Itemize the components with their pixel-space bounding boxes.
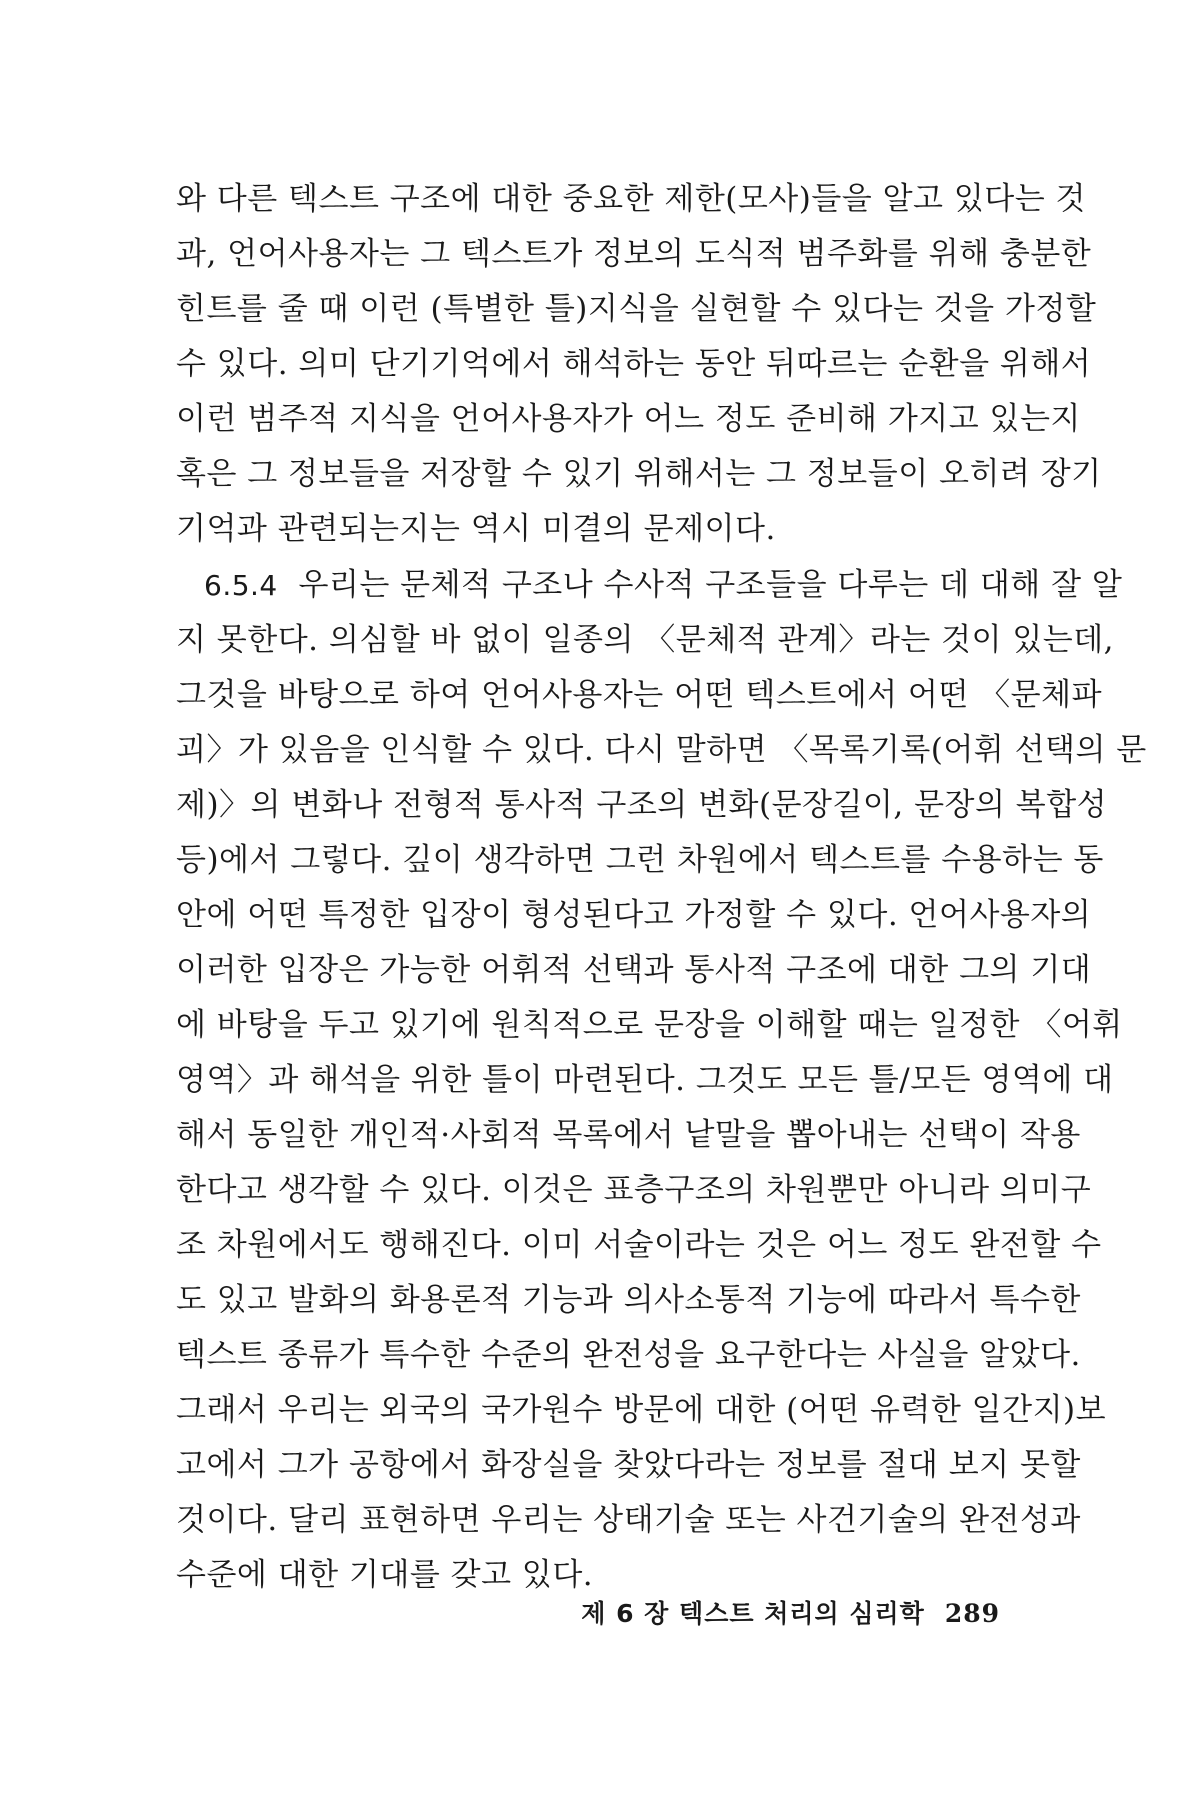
running-footer: [0, 1594, 1000, 1630]
text-line: 수 있다. 의미 단기기억에서 해석하는 동안 뒤따르는 순환을 위해서: [176, 346, 1092, 382]
text-line: 지 못한다. 의심할 바 없이 일종의 〈문체적 관계〉라는 것이 있는데,: [176, 622, 1115, 658]
text-line: 과, 언어사용자는 그 텍스트가 정보의 도식적 범주화를 위해 충분한: [176, 236, 1092, 272]
text-line: 힌트를 줄 때 이런 (특별한 틀)지식을 실현할 수 있다는 것을 가정할: [176, 291, 1097, 327]
text-line: 그것을 바탕으로 하여 언어사용자는 어떤 텍스트에서 어떤 〈문체파: [176, 677, 1103, 713]
text-line: 괴〉가 있음을 인식할 수 있다. 다시 말하면 〈목록기록(어휘 선택의 문: [176, 732, 1147, 768]
text-line: 그래서 우리는 외국의 국가원수 방문에 대한 (어떤 유력한 일간지)보: [176, 1392, 1107, 1428]
text-line: 수준에 대한 기대를 갖고 있다.: [176, 1557, 594, 1593]
text-line-content: 우리는 문체적 구조나 수사적 구조들을 다루는 데 대해 잘 알: [298, 567, 1123, 603]
text-line: 기억과 관련되는지는 역시 미결의 문제이다.: [176, 511, 776, 547]
text-line-first: [176, 558, 1123, 613]
text-line: 이러한 입장은 가능한 어휘적 선택과 통사적 구조에 대한 그의 기대: [176, 952, 1092, 988]
text-line: 조 차원에서도 행해진다. 이미 서술이라는 것은 어느 정도 완전할 수: [176, 1227, 1102, 1263]
text-line: 도 있고 발화의 화용론적 기능과 의사소통적 기능에 따라서 특수한: [176, 1282, 1081, 1318]
text-line: 안에 어떤 특정한 입장이 형성된다고 가정할 수 있다. 언어사용자의: [176, 897, 1092, 933]
paragraph-section-6-5-4: [176, 558, 1147, 1603]
text-line: 제)〉의 변화나 전형적 통사적 구조의 변화(문장길이, 문장의 복합성: [176, 787, 1108, 823]
text-line: 에 바탕을 두고 있기에 원칙적으로 문장을 이해할 때는 일정한 〈어휘: [176, 1007, 1123, 1043]
chapter-title: 제 6 장 텍스트 처리의 심리학: [581, 1599, 925, 1628]
text-line: 영역〉과 해석을 위한 틀이 마련된다. 그것도 모든 틀/모든 영역에 대: [176, 1062, 1114, 1098]
text-line: 와 다른 텍스트 구조에 대한 중요한 제한(모사)들을 알고 있다는 것: [176, 181, 1086, 217]
text-line: 해서 동일한 개인적·사회적 목록에서 낱말을 뽑아내는 선택이 작용: [176, 1117, 1081, 1153]
text-line: 이런 범주적 지식을 언어사용자가 어느 정도 준비해 가지고 있는지: [176, 401, 1081, 437]
text-line: 등)에서 그렇다. 깊이 생각하면 그런 차원에서 텍스트를 수용하는 동: [176, 842, 1104, 878]
text-line: 고에서 그가 공항에서 화장실을 찾았다라는 정보를 절대 보지 못할: [176, 1447, 1081, 1483]
text-line: 한다고 생각할 수 있다. 이것은 표층구조의 차원뿐만 아니라 의미구: [176, 1172, 1092, 1208]
paragraph-continued: [176, 172, 1102, 557]
text-line: 텍스트 종류가 특수한 수준의 완전성을 요구한다는 사실을 알았다.: [176, 1337, 1081, 1373]
section-number: 6.5.4: [204, 569, 278, 602]
text-line: 혹은 그 정보들을 저장할 수 있기 위해서는 그 정보들이 오히려 장기: [176, 456, 1102, 492]
text-line: 것이다. 달리 표현하면 우리는 상태기술 또는 사건기술의 완전성과: [176, 1502, 1081, 1538]
page-number: 289: [944, 1599, 1000, 1628]
